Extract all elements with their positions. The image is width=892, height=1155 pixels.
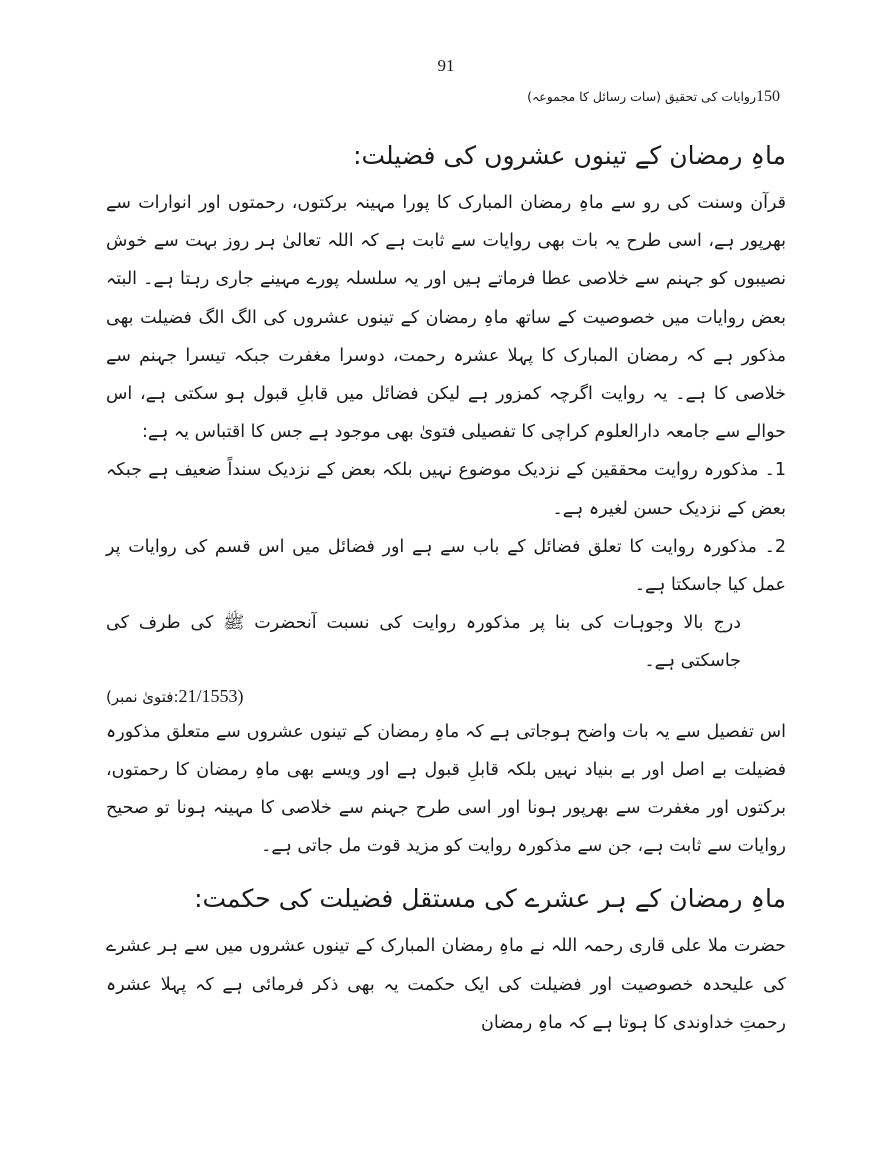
fatwa-reference-number: 21/1553) <box>178 685 244 706</box>
running-head-number: 150 <box>756 88 780 105</box>
page-body <box>106 128 786 1042</box>
running-head-text: روایات کی تحقیق (سات رسائل کا مجموعہ) <box>527 89 756 104</box>
body-paragraph: حضرت ملا علی قاری رحمہ اللہ نے ماہِ رمضان المبارک کے تینوں عشروں میں سے ہر عشرے کی علیحدہ خصوصیت اور فضیلت کی ایک حکمت یہ بھی ذکر فرمائی ہے کہ پہلا عشرہ رحمتِ خداوندی کا ہوتا ہے کہ ماہِ رمضان <box>106 936 786 1033</box>
body-paragraph: قرآن وسنت کی رو سے ماہِ رمضان المبارک کا پورا مہینہ برکتوں، رحمتوں اور انوارات سے بھرپور ہے، اسی طرح یہ بات بھی روایات سے ثابت ہے کہ اللہ تعالیٰ ہر روز بہت سے خوش نصیبوں کو جہنم سے خلاصی عطا فرماتے ہیں اور یہ سلسلہ پورے مہینے جاری رہتا ہے۔ البتہ بعض روایات میں خصوصیت کے ساتھ ماہِ رمضان کے تینوں عشروں کی الگ الگ فضیلت بھی مذکور ہے کہ رمضان المبارک کا پہلا عشرہ رحمت، دوسرا مغفرت جبکہ تیسرا جہنم سے خلاصی کا ہے۔ یہ روایت اگرچہ کمزور ہے لیکن فضائل میں قابلِ قبول ہو سکتی ہے، اس حوالے سے جامعہ دارالعلوم کراچی کا تفصیلی فتویٰ بھی موجود ہے جس کا اقتباس یہ ہے: <box>106 193 786 443</box>
section-hikmat <box>106 871 786 1042</box>
section-heading: ماہِ رمضان کے تینوں عشروں کی فضیلت: <box>353 141 786 170</box>
page-number: 91 <box>437 56 455 75</box>
section-heading: ماہِ رمضان کے ہر عشرے کی مستقل فضیلت کی حکمت: <box>194 884 786 914</box>
numbered-point-2: 2۔ مذکورہ روایت کا تعلق فضائل کے باب سے ہے اور فضائل میں اس قسم کی روایات پر عمل کیا جاسکتا ہے۔ <box>106 536 786 596</box>
fatwa-reference-label: (فتویٰ نمبر: <box>106 687 179 706</box>
fatwa-reference <box>106 681 786 713</box>
section-ashra-fazilat <box>106 128 786 865</box>
numbered-point-1: 1۔ مذکورہ روایت محققین کے نزدیک موضوع نہیں بلکہ بعض کے نزدیک سنداً ضعیف ہے جبکہ بعض کے نزدیک حسن لغیرہ ہے۔ <box>106 460 786 519</box>
conclusion-paragraph: اس تفصیل سے یہ بات واضح ہوجاتی ہے کہ ماہِ رمضان کے تینوں عشروں سے متعلق مذکورہ فضیلت بے اصل اور بے بنیاد نہیں بلکہ قابلِ قبول ہے اور ویسے بھی ماہِ رمضان کا رحمتوں، برکتوں اور مغفرت سے بھرپور ہونا اور اسی طرح جہنم سے خلاصی کا مہینہ ہونا تو صحیح روایات سے ثابت ہے، جن سے مذکورہ روایت کو مزید قوت مل جاتی ہے۔ <box>106 721 786 857</box>
indented-statement: درج بالا وجوہات کی بنا پر مذکورہ روایت کی نسبت آنحضرت ﷺ کی طرف کی جاسکتی ہے۔ <box>106 613 741 672</box>
running-head <box>527 88 780 106</box>
